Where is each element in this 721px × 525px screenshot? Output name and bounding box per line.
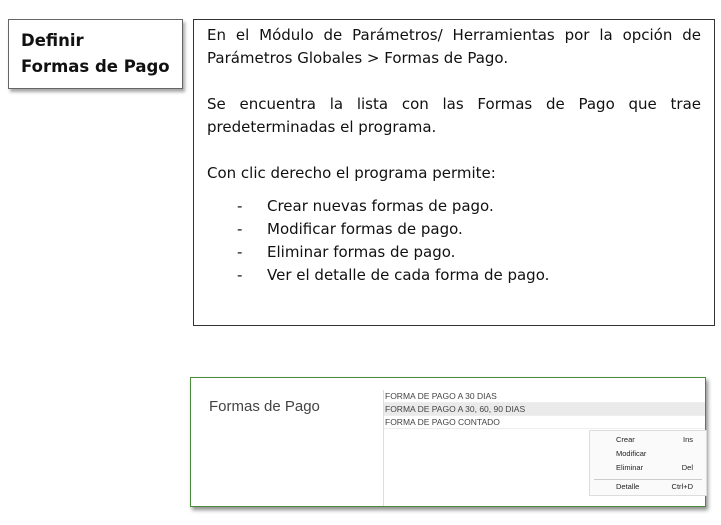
menu-item-modificar[interactable]: Modificar bbox=[616, 449, 647, 458]
screenshot-title: Formas de Pago bbox=[209, 398, 320, 415]
instructions-paragraph-1: En el Módulo de Parámetros/ Herramientas por la opción de Parámetros Globales > Formas de Pago. bbox=[207, 26, 701, 67]
table-row[interactable]: FORMA DE PAGO CONTADO bbox=[384, 416, 705, 429]
bullet-dash: - bbox=[237, 266, 243, 284]
app-screenshot bbox=[190, 377, 706, 507]
bullet-dash: - bbox=[237, 220, 243, 238]
bullet-dash: - bbox=[237, 243, 243, 261]
menu-shortcut-eliminar: Del bbox=[681, 463, 693, 472]
list-item-text: Modificar formas de pago. bbox=[267, 220, 463, 238]
list-item-text: Eliminar formas de pago. bbox=[267, 243, 456, 261]
list-item bbox=[237, 264, 701, 287]
instructions-paragraph-2: Se encuentra la lista con las Formas de Pago que trae predeterminadas el programa. bbox=[207, 95, 701, 136]
list-item-text: Ver el detalle de cada forma de pago. bbox=[267, 266, 550, 284]
section-title-line2: Formas de Pago bbox=[21, 57, 170, 76]
options-list bbox=[207, 195, 701, 287]
list-item bbox=[237, 241, 701, 264]
list-item bbox=[237, 195, 701, 218]
menu-separator bbox=[594, 479, 702, 480]
menu-shortcut-detalle: Ctrl+D bbox=[671, 482, 693, 491]
context-menu bbox=[589, 430, 707, 496]
instructions-box bbox=[193, 19, 715, 326]
menu-item-eliminar[interactable]: Eliminar bbox=[616, 463, 644, 472]
table-row[interactable]: FORMA DE PAGO A 30 DIAS bbox=[384, 390, 705, 403]
bullet-dash: - bbox=[237, 197, 243, 215]
section-title-box bbox=[8, 19, 183, 89]
section-title-line1: Definir bbox=[21, 31, 84, 50]
menu-shortcut-crear: Ins bbox=[682, 435, 693, 444]
menu-item-detalle[interactable]: Detalle bbox=[616, 482, 640, 491]
menu-item-crear[interactable]: Crear bbox=[616, 435, 635, 444]
list-item bbox=[237, 218, 701, 241]
instructions-paragraph-3: Con clic derecho el programa permite: bbox=[207, 164, 496, 182]
table-row[interactable]: FORMA DE PAGO A 30, 60, 90 DIAS bbox=[384, 403, 705, 416]
list-item-text: Crear nuevas formas de pago. bbox=[267, 197, 494, 215]
